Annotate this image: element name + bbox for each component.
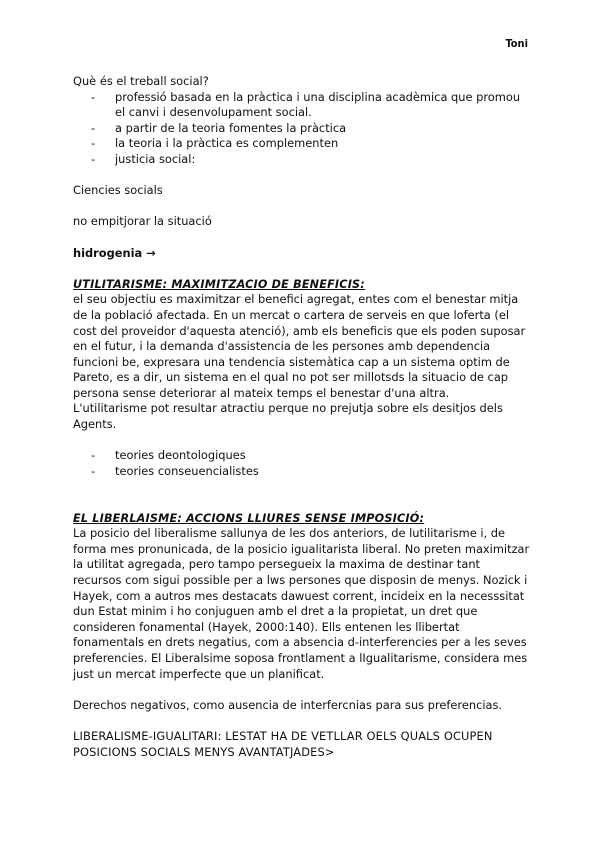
derechos-negativos-text: Derechos negativos, como ausencia de interfercnias para sus preferencias. bbox=[73, 697, 503, 712]
intro-list-item: - a partir de la teoria fomentes la pràctica bbox=[91, 121, 531, 137]
ciencies-socials-text: Ciencies socials bbox=[73, 183, 163, 198]
document-page bbox=[73, 74, 531, 760]
utilitarisme-list-item: - teories deontologiques bbox=[91, 448, 531, 464]
utilitarisme-list-item: - teories conseuencialistes bbox=[91, 464, 531, 480]
page-header-author: Toni bbox=[505, 37, 528, 50]
utilitarisme-body-2: L'utilitarisme pot resultar atractiu perque no prejutja sobre els desitjos dels Agents. bbox=[73, 401, 503, 432]
intro-question: Què és el treball social? bbox=[73, 74, 209, 88]
utilitarisme-heading: UTILITARISME: MAXIMITZACIO DE BENEFICIS: bbox=[73, 277, 365, 291]
intro-list bbox=[73, 90, 531, 168]
utilitarisme-list bbox=[73, 448, 531, 479]
intro-list-item: - justicia social: bbox=[91, 152, 531, 168]
liberalisme-igualitari-line-2: POSICIONS SOCIALS MENYS AVANTATJADES> bbox=[73, 744, 335, 759]
intro-list-item: - la teoria i la pràctica es complementen bbox=[91, 136, 531, 152]
intro-list-item: - professió basada en la pràctica i una disciplina acadèmica que promou el canvi i desenvolupament social. bbox=[91, 90, 531, 121]
hidrogenia-text: hidrogenia → bbox=[73, 245, 156, 260]
liberalisme-heading: EL LIBERLAISME: ACCIONS LLIURES SENSE IMPOSICIÓ: bbox=[73, 511, 425, 525]
no-empitjorar-text: no empitjorar la situació bbox=[73, 214, 212, 229]
utilitarisme-body: el seu objectiu es maximitzar el benefici agregat, entes com el benestar mitja de la població afectada. En un mercat o cartera de serveis en que loferta (el cost del proveidor d'aquesta atenció), amb els beneficis que els poden suposar en el futur, i la demanda d'assistencia de les persones amb dependencia funcioni be, expresara una tendencia sistemàtica cap a un sistema optim de Pareto, es a dir, un sistema en el qual no pot ser millotsds la situacio de cap persona sense deteriorar al mateix temps el benestar d'una altra. bbox=[73, 292, 526, 400]
liberalisme-body: La posicio del liberalisme sallunya de les dos anteriors, de lutilitarisme i, de forma mes pronunicada, de la posicio igualitarista liberal. No preten maximitzar la utilitat agregada, pero tampo persegueix la maxima de destinar tant recursos com sigui possible per a lws persones que disposin de menys. Nozick i Hayek, com a autros mes destacats dawuest corrent, incideix en la necesssitat dun Estat minim i ho conjuguen amb el dret a la propietat, un dret que consideren fonamental (Hayek, 2000:140). Ells entenen les llibertat fonamentals en drets negatius, com a absencia d-interferencies per a les seves preferencies. El Liberalsime soposa frontlament a lIgualitarisme, considera mes just un mercat imperfecte que un planificat. bbox=[73, 526, 530, 681]
liberalisme-igualitari-line-1: LIBERALISME-IGUALITARI: LESTAT HA DE VETLLAR OELS QUALS OCUPEN bbox=[73, 728, 493, 743]
